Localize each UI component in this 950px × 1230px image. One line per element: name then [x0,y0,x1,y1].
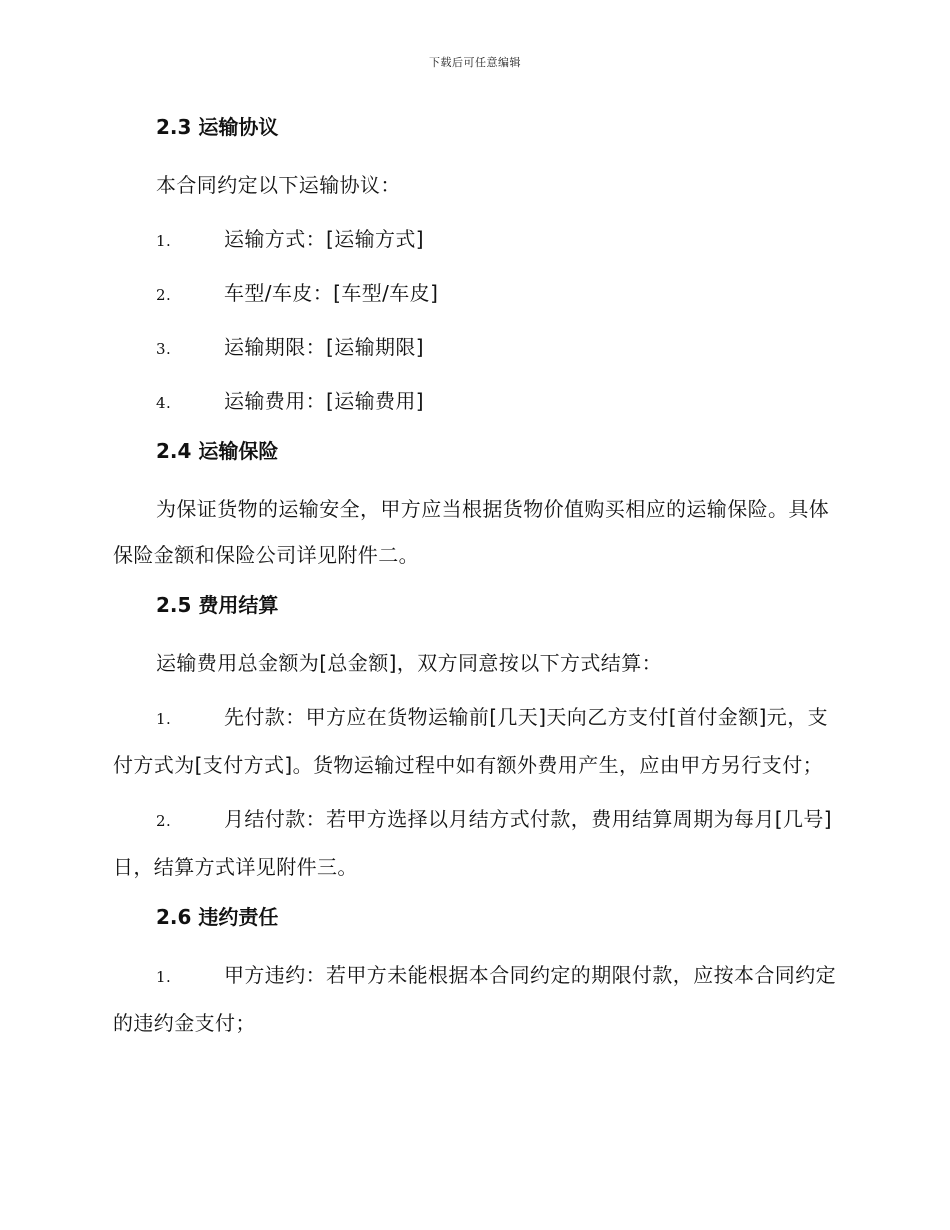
list-number: 4. [156,394,172,412]
section-paragraph-2-4: 为保证货物的运输安全，甲方应当根据货物价值购买相应的运输保险。具体保险金额和保险公司详见附件二。 [113,497,830,567]
list-item [113,694,843,788]
list-number: 2. [156,286,172,304]
list-text: 甲方违约：若甲方未能根据本合同约定的期限付款，应按本合同约定的违约金支付； [113,963,836,1035]
document-body [113,108,843,1054]
section-heading-2-5: 2.5 费用结算 [156,593,279,617]
list-item [113,270,843,316]
list-item [113,324,843,370]
section-intro-2-5: 运输费用总金额为[总金额]，双方同意按以下方式结算： [156,651,663,675]
section-intro-2-3: 本合同约定以下运输协议： [156,173,401,197]
list-text: 月结付款：若甲方选择以月结方式付款，费用结算周期为每月[几号]日，结算方式详见附件三。 [113,807,833,879]
list-text: 运输期限：[运输期限] [224,335,425,359]
list-number: 1. [156,232,172,250]
list-text: 先付款：甲方应在货物运输前[几天]天向乙方支付[首付金额]元，支付方式为[支付方式]。货物运输过程中如有额外费用产生，应由甲方另行支付； [113,705,829,777]
section-heading-2-4: 2.4 运输保险 [156,439,279,463]
list-item [113,378,843,424]
section-heading-2-3: 2.3 运输协议 [156,115,279,139]
list-number: 2. [156,812,172,830]
list-text: 车型/车皮：[车型/车皮] [224,281,439,305]
section-heading-2-6: 2.6 违约责任 [156,905,279,929]
list-item [113,952,843,1046]
list-item [113,216,843,262]
list-text: 运输方式：[运输方式] [224,227,425,251]
list-text: 运输费用：[运输费用] [224,389,425,413]
page-header: 下载后可任意编辑 [429,56,521,69]
list-number: 3. [156,340,172,358]
list-item [113,796,843,890]
list-number: 1. [156,968,172,986]
list-number: 1. [156,710,172,728]
